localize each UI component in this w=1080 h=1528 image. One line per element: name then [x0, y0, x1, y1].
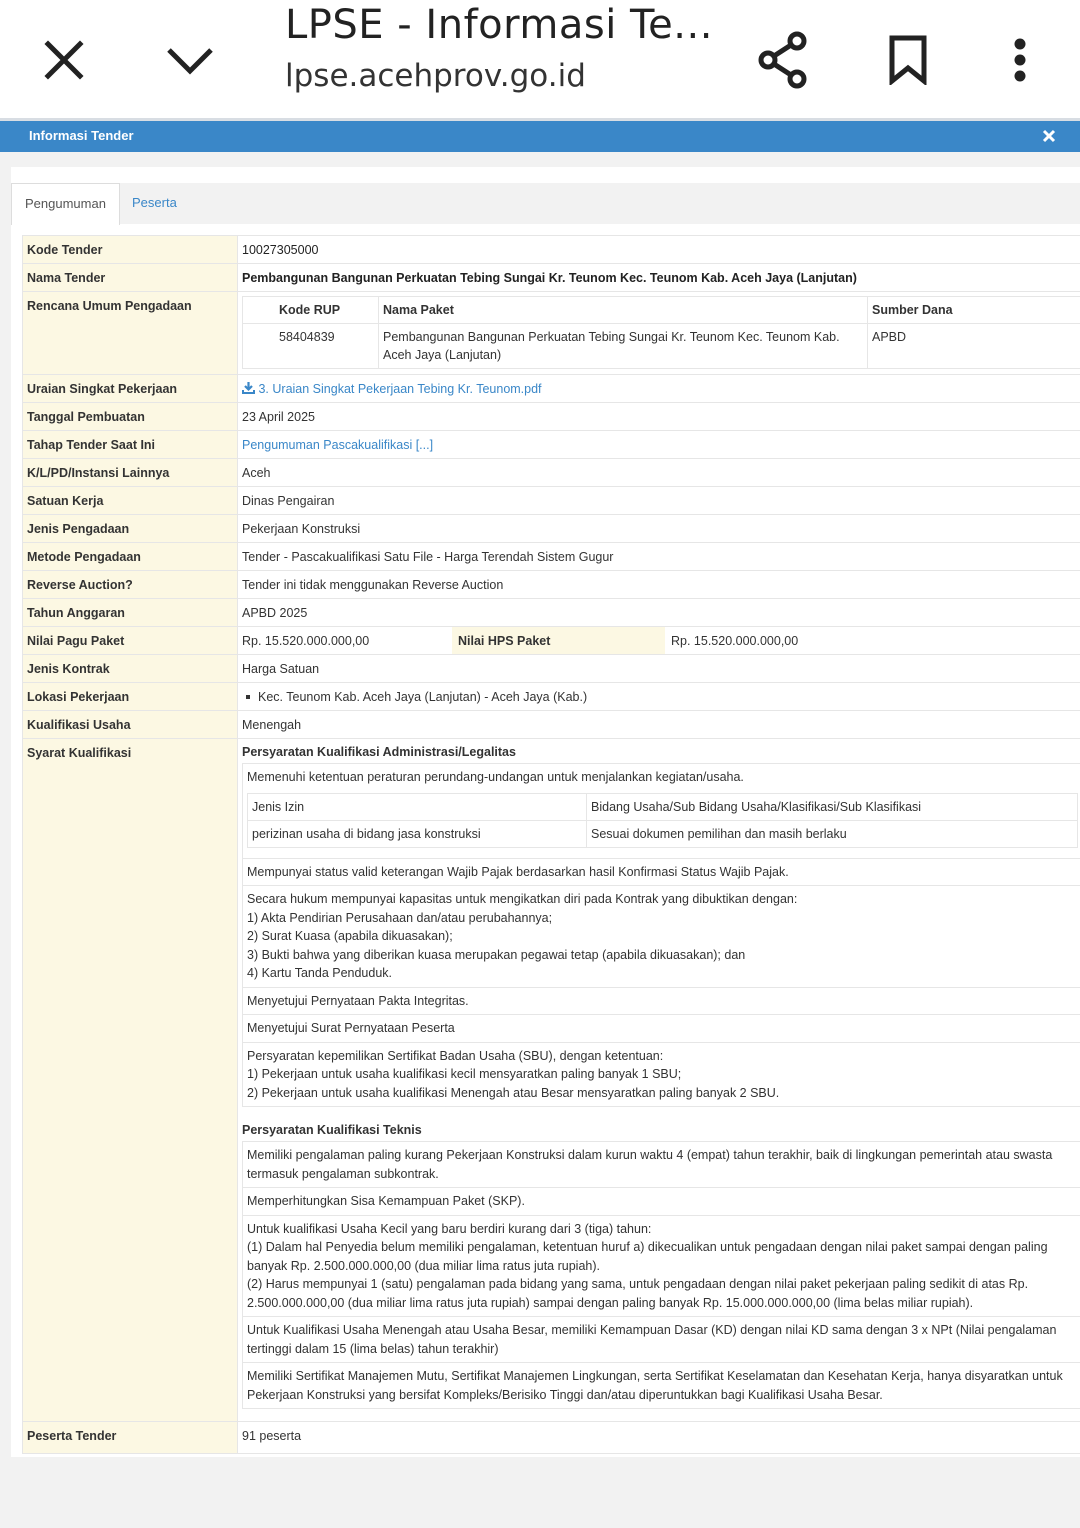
times-icon[interactable]	[1042, 127, 1060, 145]
admin-requirements	[242, 763, 1080, 1107]
table-row	[23, 403, 1080, 431]
table-row	[23, 683, 1080, 711]
uraian-download-link[interactable]	[242, 382, 542, 396]
page-url[interactable]: lpse.acehprov.go.id	[285, 58, 586, 94]
rup-cell	[238, 292, 1080, 375]
table-row	[23, 627, 1080, 655]
teknis-requirement-item: Memperhitungkan Sisa Kemampuan Paket (SKP).	[243, 1188, 1080, 1216]
pagu-value: Rp. 15.520.000.000,00	[242, 634, 370, 648]
admin-requirement-item	[243, 764, 1080, 859]
tender-info-table	[22, 235, 1080, 1454]
row-label: Kualifikasi Usaha	[23, 711, 238, 739]
uraian-cell	[238, 375, 1080, 403]
table-row	[23, 431, 1080, 459]
admin-first-text: Memenuhi ketentuan peraturan perundang-undangan untuk menjalankan kegiatan/usaha.	[247, 770, 744, 784]
row-label: Kode Tender	[23, 236, 238, 264]
table-row	[23, 236, 1080, 264]
row-label: Tanggal Pembuatan	[23, 403, 238, 431]
uraian-file-name: 3. Uraian Singkat Pekerjaan Tebing Kr. Teunom.pdf	[258, 382, 542, 396]
row-label: Metode Pengadaan	[23, 543, 238, 571]
close-icon[interactable]	[38, 0, 90, 120]
lokasi-value: Kec. Teunom Kab. Aceh Jaya (Lanjutan) - Aceh Jaya (Kab.)	[258, 690, 588, 704]
table-row	[23, 739, 1080, 1422]
table-row	[23, 264, 1080, 292]
row-label: Tahap Tender Saat Ini	[23, 431, 238, 459]
admin-requirement-item: Secara hukum mempunyai kapasitas untuk mengikatkan diri pada Kontrak yang dibuktikan dengan: 1) Akta Pendirian Perusahaan dan/atau perubahannya; 2) Surat Kuasa (apabila dikuasakan); 3) Bukti bahwa yang diberikan kuasa merupakan pegawai tetap (apabila dikuasakan); dan 4) Kartu Tanda Penduduk.	[243, 886, 1080, 988]
row-label: Lokasi Pekerjaan	[23, 683, 238, 711]
table-row	[23, 1422, 1080, 1454]
kualifikasi-value: Menengah	[238, 711, 1080, 739]
tab-pengumuman[interactable]: Pengumuman	[11, 183, 120, 225]
row-label: Reverse Auction?	[23, 571, 238, 599]
admin-requirement-item: Menyetujui Pernyataan Pakta Integritas.	[243, 987, 1080, 1015]
admin-requirement-item: Persyaratan kepemilikan Sertifikat Badan Usaha (SBU), dengan ketentuan: 1) Pekerjaan untuk usaha kualifikasi kecil mensyaratkan paling banyak 1 SBU; 2) Pekerjaan untuk usaha kualifikasi Menengah atau Besar mensyaratkan paling banyak 2 SBU.	[243, 1042, 1080, 1107]
izin-bidang: Sesuai dokumen pemilihan dan masih berlaku	[587, 820, 1078, 847]
reverse-value: Tender ini tidak menggunakan Reverse Auction	[238, 571, 1080, 599]
klpd-value: Aceh	[238, 459, 1080, 487]
table-row	[23, 543, 1080, 571]
admin-requirement-item: Menyetujui Surat Pernyataan Peserta	[243, 1015, 1080, 1043]
more-vert-icon[interactable]	[1004, 0, 1036, 120]
tahun-value: APBD 2025	[238, 599, 1080, 627]
table-row	[23, 515, 1080, 543]
browser-toolbar	[0, 0, 1080, 120]
teknis-requirement-item: Untuk Kualifikasi Usaha Menengah atau Usaha Besar, memiliki Kemampuan Dasar (KD) dengan nilai KD sama dengan 3 x NPt (Nilai pengalaman tertinggi dalam 15 (lima belas) tahun terakhir)	[243, 1317, 1080, 1363]
table-row	[23, 375, 1080, 403]
rup-header-sumber: Sumber Dana	[868, 297, 1080, 324]
izin-jenis: perizinan usaha di bidang jasa konstruksi	[248, 820, 587, 847]
rup-table	[242, 296, 1080, 369]
row-label: Peserta Tender	[23, 1422, 238, 1454]
metode-value: Tender - Pascakualifikasi Satu File - Harga Terendah Sistem Gugur	[238, 543, 1080, 571]
table-row	[23, 599, 1080, 627]
rup-header-nama: Nama Paket	[379, 297, 868, 324]
table-row	[23, 292, 1080, 375]
admin-requirement-item: Mempunyai status valid keterangan Wajib Pajak berdasarkan hasil Konfirmasi Status Wajib Pajak.	[243, 858, 1080, 886]
row-label: K/L/PD/Instansi Lainnya	[23, 459, 238, 487]
lokasi-cell	[238, 683, 1080, 711]
tanggal-value: 23 April 2025	[238, 403, 1080, 431]
row-label: Jenis Pengadaan	[23, 515, 238, 543]
jenis-pengadaan-value: Pekerjaan Konstruksi	[238, 515, 1080, 543]
rup-sumber: APBD	[868, 324, 1080, 369]
tab-peserta[interactable]: Peserta	[132, 195, 177, 210]
tab-bar	[11, 183, 1080, 224]
row-label: Satuan Kerja	[23, 487, 238, 515]
rup-nama: Pembangunan Bangunan Perkuatan Tebing Sungai Kr. Teunom Kec. Teunom Kab. Aceh Jaya (Lanjutan)	[379, 324, 868, 369]
table-row	[23, 459, 1080, 487]
admin-section-title: Persyaratan Kualifikasi Administrasi/Legalitas	[242, 745, 516, 759]
izin-table	[247, 793, 1078, 848]
modal-title: Informasi Tender	[29, 128, 134, 143]
teknis-requirement-item: Memiliki pengalaman paling kurang Pekerjaan Konstruksi dalam kurun waktu 4 (empat) tahun terakhir, baik di lingkungan pemerintah atau swasta termasuk pengalaman subkontrak.	[243, 1142, 1080, 1188]
row-label: Nama Tender	[23, 264, 238, 292]
tahap-cell	[238, 431, 1080, 459]
row-label: Syarat Kualifikasi	[23, 739, 238, 1422]
row-label: Rencana Umum Pengadaan	[23, 292, 238, 375]
satker-value: Dinas Pengairan	[238, 487, 1080, 515]
rup-header-kode: Kode RUP	[243, 297, 379, 324]
row-label: Jenis Kontrak	[23, 655, 238, 683]
hps-label: Nilai HPS Paket	[452, 627, 665, 654]
modal-body	[11, 167, 1080, 1457]
table-row	[23, 655, 1080, 683]
kontrak-value: Harga Satuan	[238, 655, 1080, 683]
nama-tender-value: Pembangunan Bangunan Perkuatan Tebing Sungai Kr. Teunom Kec. Teunom Kab. Aceh Jaya (Lanjutan)	[238, 264, 1080, 292]
bullet-icon	[246, 695, 250, 699]
share-icon[interactable]	[755, 0, 811, 120]
table-row	[23, 711, 1080, 739]
hps-value: Rp. 15.520.000.000,00	[671, 634, 799, 648]
page-title: LPSE - Informasi Te...	[285, 2, 713, 48]
pagu-cell	[238, 627, 1080, 655]
kode-tender-value: 10027305000	[238, 236, 1080, 264]
row-label: Nilai Pagu Paket	[23, 627, 238, 655]
syarat-cell	[238, 739, 1080, 1422]
page-background	[0, 1457, 1080, 1528]
chevron-down-icon[interactable]	[162, 0, 218, 120]
row-label: Tahun Anggaran	[23, 599, 238, 627]
teknis-requirements	[242, 1141, 1080, 1409]
table-row	[23, 571, 1080, 599]
tahap-link[interactable]: Pengumuman Pascakualifikasi [...]	[242, 438, 434, 452]
bookmark-icon[interactable]	[885, 0, 931, 120]
teknis-requirement-item: Untuk kualifikasi Usaha Kecil yang baru berdiri kurang dari 3 (tiga) tahun: (1) Dalam hal Penyedia belum memiliki pengalaman, ketentuan huruf a) dikecualikan untuk pengadaan dengan nilai paket sampai dengan paling banyak Rp. 2.500.000.000,00 (dua miliar lima ratus juta rupiah). (2) Harus mempunyai 1 (satu) pengalaman pada bidang yang sama, untuk pengadaan dengan nilai paket pekerjaan paling sedikit di atas Rp. 2.500.000.000,00 (dua miliar lima ratus juta rupiah) sampai dengan paling banyak Rp. 15.000.000.000,00 (lima belas miliar rupiah).	[243, 1215, 1080, 1317]
izin-header-jenis: Jenis Izin	[248, 793, 587, 820]
table-row	[23, 487, 1080, 515]
rup-kode: 58404839	[243, 324, 379, 369]
teknis-section-title: Persyaratan Kualifikasi Teknis	[242, 1123, 422, 1137]
download-icon	[242, 382, 255, 396]
peserta-value: 91 peserta	[238, 1422, 1080, 1454]
teknis-requirement-item: Memiliki Sertifikat Manajemen Mutu, Sertifikat Manajemen Lingkungan, serta Sertifikat Keselamatan dan Kesehatan Kerja, hanya disyaratkan untuk Pekerjaan Konstruksi yang bersifat Kompleks/Berisiko Tinggi dan/atau diperuntukkan bagi Kualifikasi Usaha Besar.	[243, 1363, 1080, 1409]
row-label: Uraian Singkat Pekerjaan	[23, 375, 238, 403]
modal-header	[0, 121, 1080, 152]
izin-header-bidang: Bidang Usaha/Sub Bidang Usaha/Klasifikasi/Sub Klasifikasi	[587, 793, 1078, 820]
